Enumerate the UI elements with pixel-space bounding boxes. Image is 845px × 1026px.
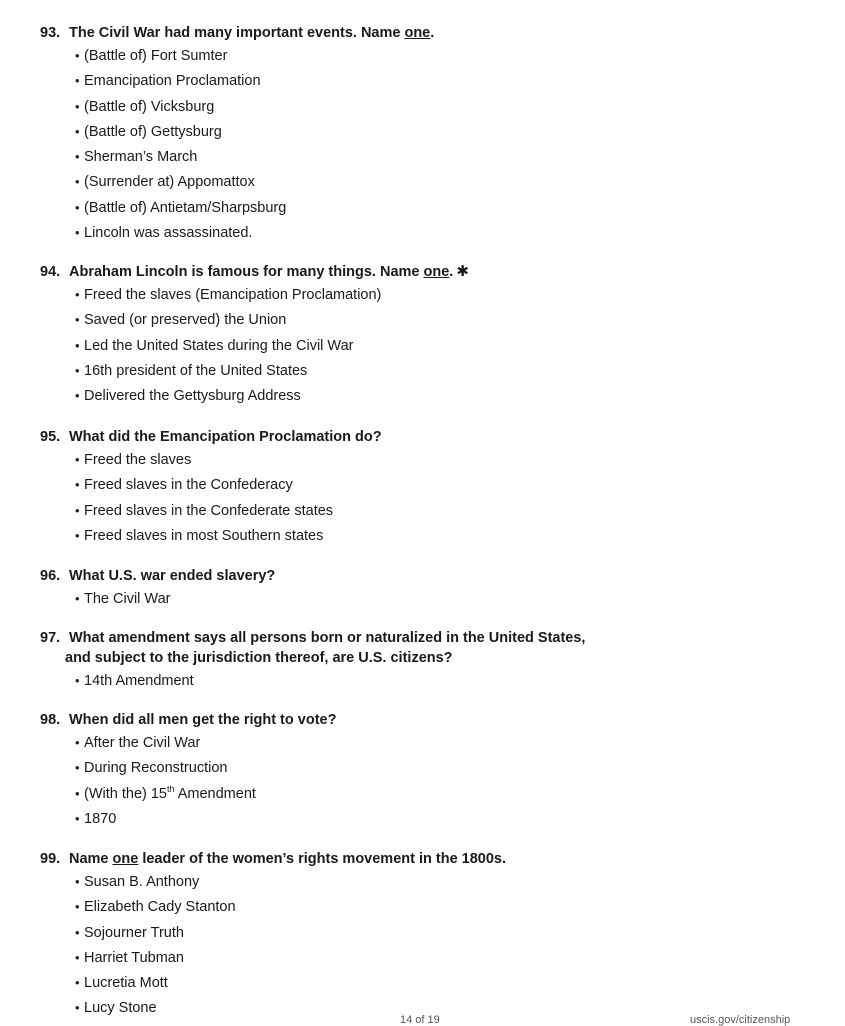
- answer-item: • 14th Amendment: [75, 668, 820, 693]
- bullet: •: [75, 287, 80, 302]
- question-text: 96. What U.S. war ended slavery?: [40, 568, 276, 584]
- answer-item: • During Reconstruction: [75, 755, 820, 780]
- emphasis-underline: one: [423, 264, 450, 280]
- answer-item: • Lucy Stone: [75, 995, 820, 1020]
- answer-item: • Freed the slaves (Emancipation Proclamation): [75, 282, 820, 307]
- question-text: 93. The Civil War had many important events. Name one.: [40, 25, 435, 41]
- answer-item: • (Battle of) Vicksburg: [75, 94, 820, 119]
- page-number: 14 of 19: [400, 1014, 440, 1026]
- answer-item: • (Surrender at) Appomattox: [75, 169, 820, 194]
- answer-item: • The Civil War: [75, 586, 820, 611]
- answer-item: • Emancipation Proclamation: [75, 68, 820, 93]
- bullet: •: [75, 477, 80, 493]
- bullet: •: [75, 98, 80, 114]
- question-95: [40, 427, 820, 548]
- bullet: •: [75, 225, 80, 241]
- answer-item: • (Battle of) Fort Sumter: [75, 43, 820, 68]
- bullet: •: [75, 899, 80, 915]
- answer-item: • 16th president of the United States: [75, 358, 820, 383]
- question-number: 99.: [40, 851, 61, 867]
- answer-item: • Freed slaves in most Southern states: [75, 523, 820, 548]
- answer-item: • (Battle of) Gettysburg: [75, 119, 820, 144]
- bullet: •: [75, 312, 80, 328]
- question-94: [40, 262, 820, 408]
- bullet: •: [75, 810, 80, 826]
- question-97: [40, 628, 820, 693]
- answer-list: [40, 447, 820, 548]
- answer-list: [40, 586, 820, 611]
- question-text: 97. What amendment says all persons born or naturalized in the United States, and subject to the jurisdiction thereof, are U.S. citizens?: [40, 630, 586, 666]
- bullet: •: [75, 174, 80, 190]
- bullet: •: [75, 527, 80, 543]
- bullet: •: [75, 337, 80, 353]
- star-icon: ✱: [456, 263, 469, 280]
- answer-list: [40, 282, 820, 408]
- question-99: [40, 849, 820, 1021]
- answer-item: • 1870: [75, 806, 820, 831]
- question-number: 95.: [40, 429, 61, 445]
- bullet: •: [75, 502, 80, 518]
- bullet: •: [75, 591, 80, 606]
- emphasis-underline: one: [112, 851, 139, 867]
- answer-item: • Sherman’s March: [75, 144, 820, 169]
- bullet: •: [75, 149, 80, 165]
- answer-item: • (Battle of) Antietam/Sharpsburg: [75, 195, 820, 220]
- question-text: 99. Name one leader of the women’s rights movement in the 1800s.: [40, 851, 507, 867]
- answer-item: • Led the United States during the Civil War: [75, 333, 820, 358]
- bullet: •: [75, 735, 80, 750]
- answer-item: • Sojourner Truth: [75, 920, 820, 945]
- bullet: •: [75, 48, 80, 63]
- answer-item: • Delivered the Gettysburg Address: [75, 383, 820, 408]
- question-text: 95. What did the Emancipation Proclamation do?: [40, 429, 382, 445]
- superscript: th: [167, 783, 175, 794]
- answer-list: [40, 730, 820, 831]
- answer-list: [40, 43, 820, 245]
- bullet: •: [75, 924, 80, 940]
- question-text: 94. Abraham Lincoln is famous for many things. Name one. ✱: [40, 263, 469, 280]
- answer-list: [40, 668, 820, 693]
- bullet: •: [75, 452, 80, 467]
- question-number: 94.: [40, 264, 61, 280]
- emphasis-underline: one: [404, 25, 431, 41]
- answer-item: • Lincoln was assassinated.: [75, 220, 820, 245]
- question-number: 93.: [40, 25, 61, 41]
- question-93: [40, 23, 820, 245]
- bullet: •: [75, 975, 80, 991]
- bullet: •: [75, 388, 80, 404]
- question-number: 97.: [40, 630, 61, 646]
- bullet: •: [75, 760, 80, 776]
- answer-item: • Saved (or preserved) the Union: [75, 307, 820, 332]
- question-96: [40, 566, 820, 611]
- question-number: 96.: [40, 568, 61, 584]
- bullet: •: [75, 785, 80, 801]
- answer-item: • Harriet Tubman: [75, 945, 820, 970]
- bullet: •: [75, 199, 80, 215]
- answer-item: • Susan B. Anthony: [75, 869, 820, 894]
- bullet: •: [75, 874, 80, 889]
- answer-item: • After the Civil War: [75, 730, 820, 755]
- bullet: •: [75, 1000, 80, 1016]
- answer-item: • Lucretia Mott: [75, 970, 820, 995]
- question-text: 98. When did all men get the right to vote?: [40, 712, 337, 728]
- bullet: •: [75, 123, 80, 139]
- bullet: •: [75, 362, 80, 378]
- bullet: •: [75, 673, 80, 688]
- answer-item: • Freed slaves in the Confederate states: [75, 498, 820, 523]
- footer-link[interactable]: uscis.gov/citizenship: [690, 1014, 791, 1026]
- answer-item: • Freed the slaves: [75, 447, 820, 472]
- bullet: •: [75, 949, 80, 965]
- answer-list: [40, 869, 820, 1021]
- answer-item: • Freed slaves in the Confederacy: [75, 472, 820, 497]
- question-98: [40, 710, 820, 831]
- bullet: •: [75, 73, 80, 89]
- answer-item: • Elizabeth Cady Stanton: [75, 894, 820, 919]
- answer-item: • (With the) 15th Amendment: [75, 781, 820, 806]
- question-number: 98.: [40, 712, 61, 728]
